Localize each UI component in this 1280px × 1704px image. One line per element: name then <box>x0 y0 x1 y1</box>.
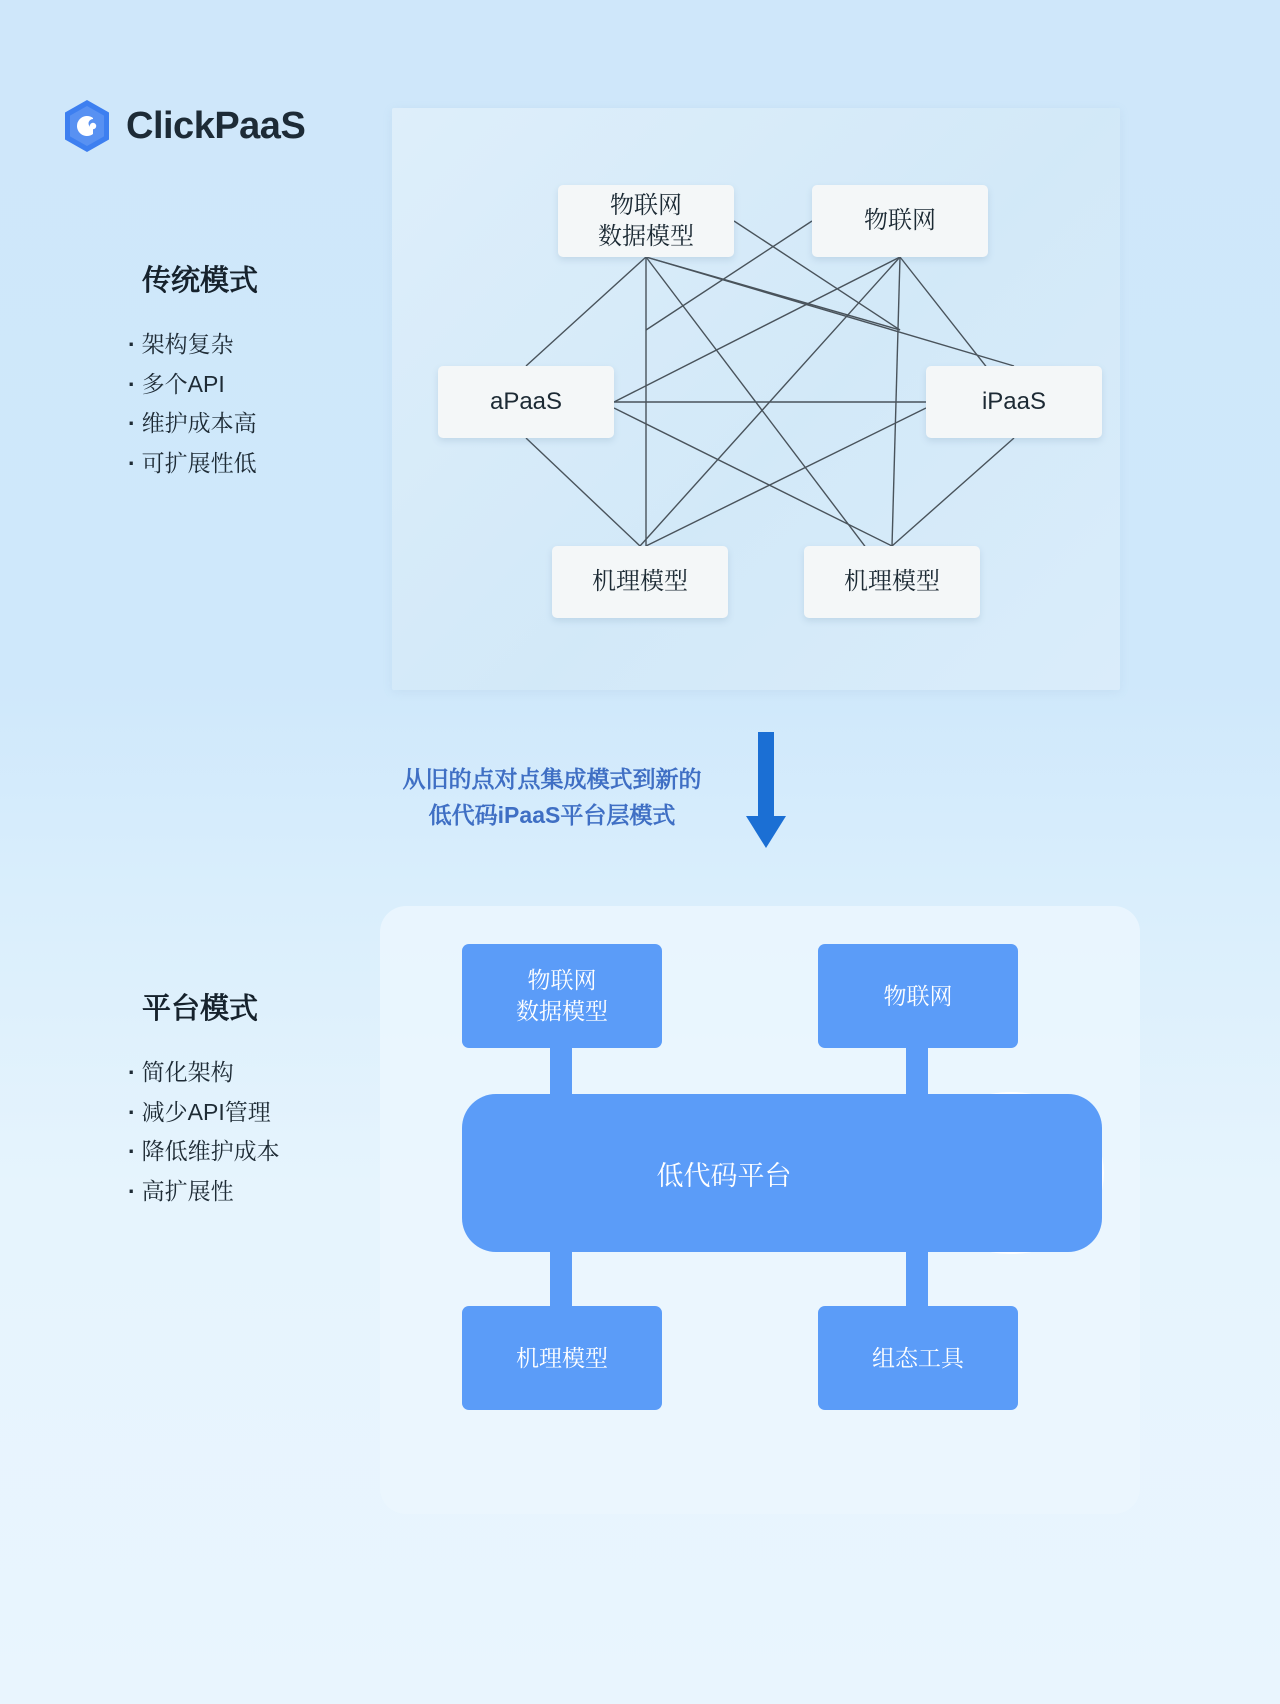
connector-mechanism <box>550 1250 572 1308</box>
connector-configuration-tool <box>906 1250 928 1308</box>
node-iot-data-model <box>558 185 734 257</box>
traditional-bullet-list <box>128 325 428 483</box>
list-item: · 高扩展性 <box>128 1172 428 1212</box>
clickpaas-hex-logo-icon <box>62 98 112 154</box>
transition-line-2: 低代码iPaaS平台层模式 <box>428 801 676 828</box>
node-mechanism-left: 机理模型 <box>552 546 728 618</box>
list-item: · 多个API <box>128 365 428 405</box>
brand-name: ClickPaaS <box>126 104 306 147</box>
list-item: · 降低维护成本 <box>128 1132 428 1172</box>
transition-label <box>352 762 752 833</box>
connector-iot <box>906 1048 928 1096</box>
platform-bar-label: 低代码平台 <box>656 1160 792 1191</box>
transition-line-1: 从旧的点对点集成模式到新的 <box>402 766 702 792</box>
list-item: · 简化架构 <box>128 1053 428 1093</box>
traditional-title: 传统模式 <box>142 265 259 297</box>
node-ipaas: iPaaS <box>926 366 1102 438</box>
platform-diagram-panel <box>380 906 1140 1514</box>
down-arrow-icon <box>744 732 788 850</box>
node-iot: 物联网 <box>812 185 988 257</box>
node-apaas: aPaaS <box>438 366 614 438</box>
traditional-diagram-panel <box>392 108 1120 690</box>
platform-node-iot-data-model <box>462 944 662 1048</box>
platform-node-mechanism: 机理模型 <box>462 1306 662 1410</box>
platform-node-configuration-tool: 组态工具 <box>818 1306 1018 1410</box>
list-item: · 架构复杂 <box>128 325 428 365</box>
platform-title: 平台模式 <box>142 993 259 1025</box>
traditional-caption <box>128 258 428 483</box>
node-label: 物联网 数据模型 <box>516 967 608 1024</box>
node-mechanism-right: 机理模型 <box>804 546 980 618</box>
platform-node-iot: 物联网 <box>818 944 1018 1048</box>
list-item: · 可扩展性低 <box>128 444 428 484</box>
brand-logo <box>62 98 305 154</box>
platform-node-lowcode-platform <box>462 1094 1102 1252</box>
list-item: · 减少API管理 <box>128 1093 428 1133</box>
list-item: · 维护成本高 <box>128 404 428 444</box>
connector-iot-data-model <box>550 1048 572 1096</box>
node-label: 物联网 数据模型 <box>598 191 694 250</box>
